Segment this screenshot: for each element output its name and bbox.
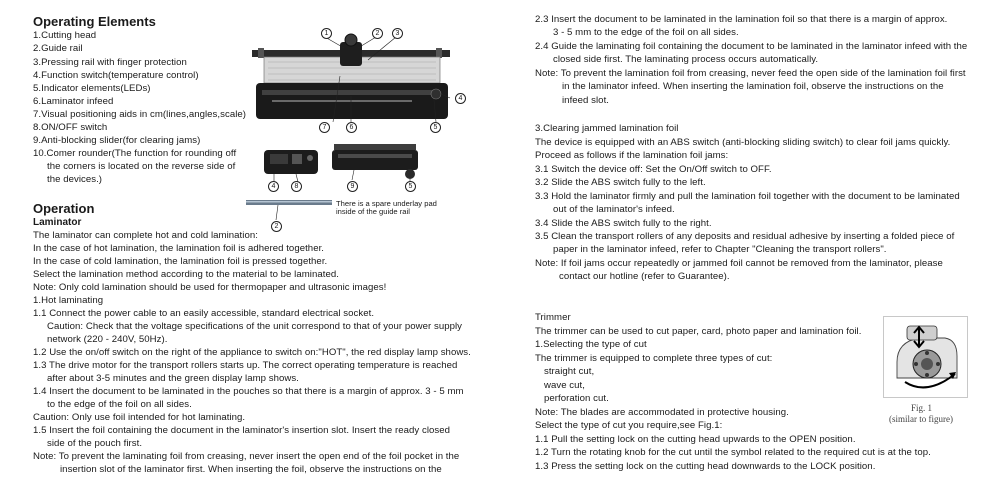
paragraph-line: insertion slot of the laminator first. When inserting the foil, observe the instructions on the (60, 464, 442, 475)
paragraph-line: network (220 - 240V, 50Hz). (47, 334, 168, 345)
element-item: 3.Pressing rail with finger protection (33, 57, 187, 68)
element-item: 2.Guide rail (33, 43, 83, 54)
operating-elements-heading: Operating Elements (33, 14, 156, 29)
callout-7: 7 (319, 122, 330, 133)
paragraph-line: contact our hotline (refer to Guarantee). (559, 271, 730, 282)
paragraph-line: infeed slot. (562, 95, 609, 106)
paragraph-line: closed side first. The laminating process occurs automatically. (553, 54, 819, 65)
paragraph-line: 3.2 Slide the ABS switch fully to the left. (535, 177, 706, 188)
paragraph-line: Caution: Only use foil intended for hot laminating. (33, 412, 246, 423)
element-item: the devices.) (47, 174, 103, 185)
paragraph-line: In the case of hot lamination, the lamination foil is adhered together. (33, 243, 325, 254)
element-item: 1.Cutting head (33, 30, 97, 41)
trimmer-figure (883, 316, 968, 398)
paragraph-line: The device is equipped with an ABS switch (anti-blocking sliding switch) to clear foil jams quickly. (535, 137, 951, 148)
paragraph-line: In the case of cold lamination, the lamination foil is pressed together. (33, 256, 328, 267)
jam-heading: 3.Clearing jammed lamination foil (535, 123, 679, 134)
laminator-side-illustration (256, 140, 326, 184)
paragraph-line: Caution: Check that the voltage specifications of the unit correspond to that of your power supply (47, 321, 463, 332)
underlay-note: inside of the guide rail (336, 207, 410, 216)
paragraph-line: 1.4 Insert the document to be laminated in the pouches so that there is a margin of approx. 3 - 5 mm (33, 386, 464, 397)
guide-rail-illustration (246, 198, 336, 232)
figure-caption-sub: (similar to figure) (889, 414, 953, 424)
trimmer-heading: Trimmer (535, 312, 571, 323)
paragraph-line: 1.2 Turn the rotating knob for the cut until the symbol related to the required cut is at the top. (535, 447, 931, 458)
paragraph-line: 3.4 Slide the ABS switch fully to the right. (535, 218, 712, 229)
paragraph-line: perforation cut. (544, 393, 609, 404)
paragraph-line: 1.1 Connect the power cable to an easily accessible, standard electrical socket. (33, 308, 375, 319)
element-item: 9.Anti-blocking slider(for clearing jams) (33, 135, 201, 146)
paragraph-line: 1.3 Press the setting lock on the cutting head downwards to the LOCK position. (535, 461, 876, 472)
paragraph-line: Note: To prevent the laminating foil from creasing, never insert the open end of the foil pocket in the (33, 451, 460, 462)
paragraph-line: after about 3-5 minutes and the green display lamp shows. (47, 373, 299, 384)
laminator-rear-illustration (328, 138, 424, 186)
figure-caption: Fig. 1 (911, 403, 933, 413)
paragraph-line: straight cut, (544, 366, 595, 377)
paragraph-line: Note: If foil jams occur repeatedly or jammed foil cannot be removed from the laminator, please (535, 258, 943, 269)
paragraph-line: Select the type of cut you require,see Fig.1: (535, 420, 723, 431)
paragraph-line: Select the lamination method according to the material to be laminated. (33, 269, 339, 280)
paragraph-line: 1.3 The drive motor for the transport rollers starts up. The correct operating temperature is reached (33, 360, 458, 371)
paragraph-line: side of the pouch first. (47, 438, 143, 449)
paragraph-line: 3 - 5 mm to the edge of the foil on all sides. (553, 27, 739, 38)
paragraph-line: Proceed as follows if the lamination foil jams: (535, 150, 729, 161)
paragraph-line: 3.3 Hold the laminator firmly and pull the lamination foil together with the document to be laminated (535, 191, 960, 202)
callout-6: 6 (346, 122, 357, 133)
paragraph-line: out of the laminator's infeed. (553, 204, 675, 215)
paragraph-line: wave cut, (544, 380, 585, 391)
laminator-heading: Laminator (33, 217, 82, 228)
element-item: 8.ON/OFF switch (33, 122, 108, 133)
paragraph-line: Note: The blades are accommodated in protective housing. (535, 407, 789, 418)
paragraph-line: Note: To prevent the lamination foil from creasing, never feed the open side of the lamination foil first (535, 68, 966, 79)
paragraph-line: 2.3 Insert the document to be laminated in the lamination foil so that there is a margin of approx. (535, 14, 948, 25)
paragraph-line: The trimmer is equipped to complete three types of cut: (535, 353, 773, 364)
paragraph-line: 1.2 Use the on/off switch on the right of the appliance to switch on:"HOT", the red display lamp shows. (33, 347, 471, 358)
callout-2: 2 (372, 28, 383, 39)
element-item: the corners is located on the reverse side of (47, 161, 236, 172)
callout-4: 4 (455, 93, 466, 104)
paragraph-line: 1.5 Insert the foil containing the document in the laminator's insertion slot. Insert the ready closed (33, 425, 451, 436)
paragraph-line: paper in the laminator infeed, refer to Chapter "Cleaning the transport rollers". (553, 244, 887, 255)
element-item: 6.Laminator infeed (33, 96, 114, 107)
paragraph-line: 3.1 Switch the device off: Set the On/Off switch to OFF. (535, 164, 772, 175)
paragraph-line: 1.Selecting the type of cut (535, 339, 647, 350)
element-item: 5.Indicator elements(LEDs) (33, 83, 151, 94)
callout-5: 5 (430, 122, 441, 133)
element-item: 7.Visual positioning aids in cm(lines,angles,scale) (33, 109, 247, 120)
callout-1: 1 (321, 28, 332, 39)
callout-8: 8 (291, 181, 302, 192)
callout-3: 3 (392, 28, 403, 39)
paragraph-line: The trimmer can be used to cut paper, card, photo paper and lamination foil. (535, 326, 862, 337)
laminator-top-illustration (248, 28, 460, 130)
callout-5-rear: 5 (405, 181, 416, 192)
element-item: 4.Function switch(temperature control) (33, 70, 199, 81)
operation-heading: Operation (33, 201, 95, 216)
paragraph-line: in the laminator infeed. When inserting the lamination foil, observe the instructions on the (562, 81, 944, 92)
underlay-note: There is a spare underlay pad (336, 199, 437, 208)
paragraph-line: 3.5 Clean the transport rollers of any deposits and residual adhesive by inserting a folded piece of (535, 231, 955, 242)
paragraph-line: Note: Only cold lamination should be used for thermopaper and ultrasonic images! (33, 282, 387, 293)
callout-2-rail: 2 (271, 221, 282, 232)
callout-4-side: 4 (268, 181, 279, 192)
callout-9: 9 (347, 181, 358, 192)
paragraph-line: 1.Hot laminating (33, 295, 104, 306)
paragraph-line: 2.4 Guide the laminating foil containing the document to be laminated in the laminator infeed with the (535, 41, 968, 52)
paragraph-line: The laminator can complete hot and cold lamination: (33, 230, 258, 241)
paragraph-line: 1.1 Pull the setting lock on the cutting head upwards to the OPEN position. (535, 434, 856, 445)
paragraph-line: to the edge of the foil on all sides. (47, 399, 192, 410)
element-item: 10.Comer rounder(The function for rounding off (33, 148, 237, 159)
